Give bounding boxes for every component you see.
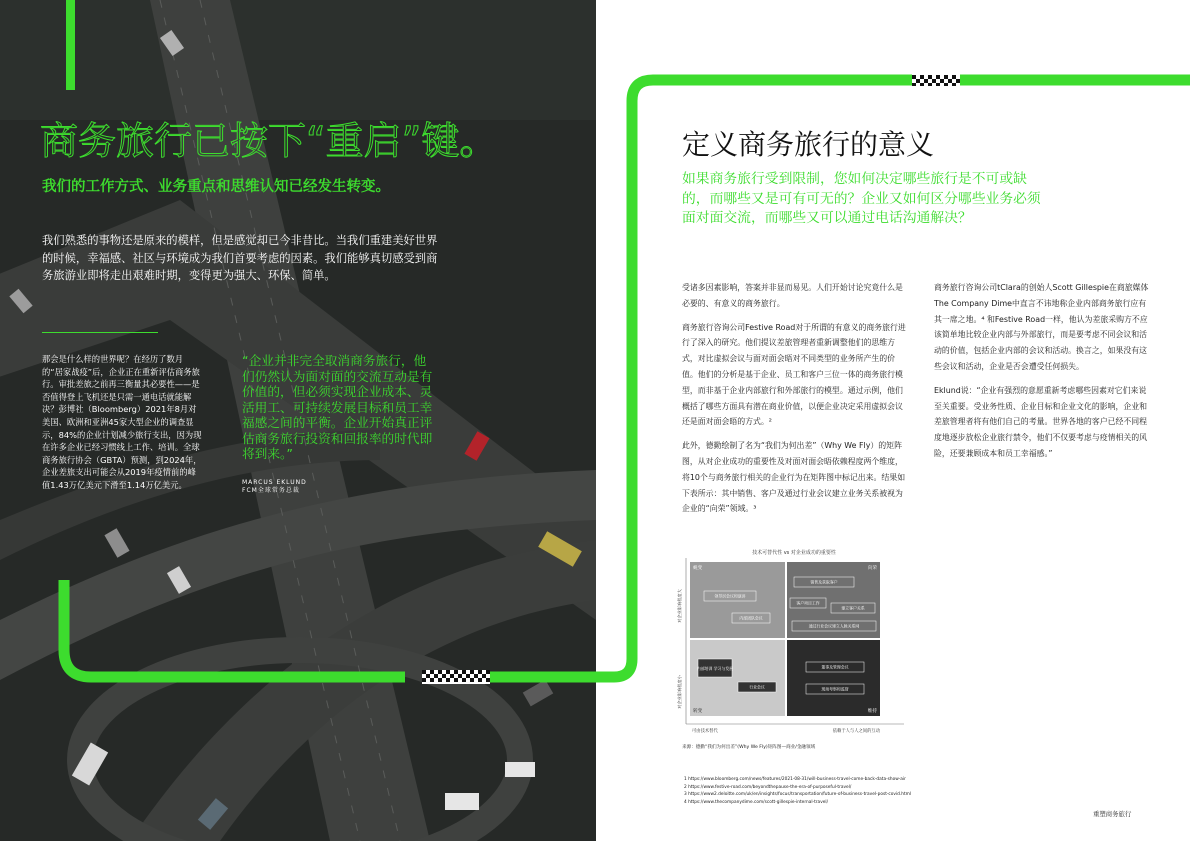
paragraph: 商务旅行咨询公司tClara的创始人Scott Gillespie在商旅媒体The Company Dime中直言不讳地称企业内部商务旅行应有其一席之地。⁴ 和Festive Road一样，他认为差旅采购方不应该简单地比较企业内部与外部旅行，而是要考虑不同会议和活动的价值，包括企业内部的会议和活动。换言之，如果没有这些会议和活动，企业是否会遭受任何损失。 xyxy=(934,283,1149,371)
matrix-item: 领导层会议和演讲 xyxy=(714,593,746,599)
green-accent-bar xyxy=(66,0,75,90)
paragraph: 商务旅行咨询公司Festive Road对于所谓的有意义的商务旅行进行了深入的研究。他们提议差旅管理者重新调整他们的思维方式，对比虚拟会议与面对面会晤对不同类型的业务所产生的价值。他们的分析是基于企业、员工和客户三位一体的商务旅行模型，而非基于企业内部旅行和外部旅行的模型。通过示例，他们概括了哪些方面具有潜在商业价值，以便企业决定采用虚拟会议还是面对面会晤的方式。² xyxy=(682,322,906,427)
matrix-item: 建立客户关系 xyxy=(841,605,865,611)
attribution-role: FCM全球常务总裁 xyxy=(242,487,300,494)
matrix-item: 客户项目工作 xyxy=(796,600,820,606)
quadrant-label: 向荣 xyxy=(867,566,877,571)
matrix-title: 技术可替代性 vs 对企业成功的重要性 xyxy=(752,550,836,556)
x-axis-left-label: 可由技术替代 xyxy=(692,729,718,734)
hero-title: 商务旅行已按下“重启”键。 xyxy=(40,119,498,163)
hero-subtitle: 我们的工作方式、业务重点和思维认知已经发生转变。 xyxy=(42,179,390,195)
page-footer: 重塑商务旅行 xyxy=(1093,810,1132,818)
footnote: 3 https://www2.deloitte.com/uk/en/insights/focus/transportation/future-of-business-travel-post-covid.html xyxy=(684,792,912,798)
paragraph: 受诸多因素影响，答案并非显而易见。人们开始讨论究竟什么是必要的、有意义的商务旅行。 xyxy=(682,283,903,308)
body-paragraph: 那会是什么样的世界呢？在经历了数月的“居家战疫”后，企业正在重新评估商务旅行。审批差旅之前再三衡量其必要性——是否值得登上飞机还是只需一通电话就能解决？彭博社（Bloomberg）2021年8月对美国、欧洲和亚洲45家大型企业的调查显示，84%的企业计划减少旅行支出，因为现在许多企业已经习惯线上工作、培训。全球商务旅行协会（GBTA）预测，到2024年，企业差旅支出可能会从2019年疫情前的峰值1.43万亿美元下滑至1.14万亿美元。 xyxy=(42,354,202,490)
text-column-2 xyxy=(934,280,1152,470)
footnote: 2 https://www.festive-road.com/beyondthepause-the-era-of-purposeful-travel/ xyxy=(684,784,852,790)
checker-pattern xyxy=(422,670,490,684)
matrix-item: 销售及获取客户 xyxy=(810,579,838,585)
matrix-item: 行业会议 xyxy=(749,684,765,690)
intro-paragraph: 我们熟悉的事物还是原来的模样，但是感觉却已今非昔比。当我们重建美好世界的时候，幸福感、社区与环境成为我们首要考虑的因素。我们能够真切感受到商务旅游业即将走出艰难时期，变得更为强大、环保、简单。 xyxy=(42,234,438,282)
attribution-name: MARCUS EKLUND xyxy=(242,479,307,486)
pull-quote: “企业并非完全取消商务旅行，他们仍然认为面对面的交流互动是有价值的，但必须实现企业成本、灵活用工、可持续发展目标和员工幸福感之间的平衡。企业开始真正评估商务旅行投资和回报率的时代即将到来。” xyxy=(242,353,433,461)
quote-attribution xyxy=(242,479,307,495)
section-subtitle: 如果商务旅行受到限制，您如何决定哪些旅行是不可或缺的，而哪些又是可有可无的？企业又如何区分哪些业务必须面对面交流，而哪些又可以通过电话沟通解决？ xyxy=(682,171,1041,226)
matrix-item: 董事及管理会议 xyxy=(821,664,849,670)
matrix-item: 现场考察和监督 xyxy=(821,686,849,692)
quadrant-label: 转变 xyxy=(693,709,703,714)
y-axis-bottom-label: 对企业影响程度小 xyxy=(677,675,682,709)
right-page xyxy=(596,0,1190,841)
matrix-caption: 来源：德勤“我们为何出差”(Why We Fly)矩阵图—商业/金融领域 xyxy=(682,745,816,750)
footnote: 4 https://www.thecompanydime.com/scott-gillespie-internal-travel/ xyxy=(684,799,829,805)
checker-pattern-top xyxy=(912,75,960,86)
quadrant-label: 蜕变 xyxy=(693,566,703,571)
footnotes xyxy=(684,776,1084,806)
paragraph: 此外，德勤绘制了名为“我们为何出差”（Why We Fly）的矩阵图，从对企业成功的重要性及对面对面会晤依赖程度两个维度，将10个与商务旅行相关的企业行为在矩阵图中标记出来。结果如下表所示：其中销售、客户及通过行业会议建立业务关系被视为企业的“向荣”领域。³ xyxy=(682,441,906,514)
paragraph: Eklund说：“企业有强烈的意愿重新考虑哪些因素对它们来说至关重要。受业务性质、企业目标和企业文化的影响，企业和差旅管理者将有他们自己的考量。世界各地的客户已经不同程度地逐步放松企业旅行禁令，他们不仅要考虑与疫情相关的风险，还要兼顾成本和员工幸福感。” xyxy=(934,385,1148,458)
footnote: 1 https://www.bloomberg.com/news/features/2021-08-31/will-business-travel-come-back-data-show-air xyxy=(684,777,906,782)
quadrant-label: 维持 xyxy=(867,709,877,714)
text-column-1 xyxy=(682,280,908,525)
why-we-fly-matrix xyxy=(674,544,910,736)
matrix-item: 内部培训 学习与发展 xyxy=(696,666,734,671)
matrix-item: 通过行业会议建立人脉关系网 xyxy=(808,623,860,629)
divider xyxy=(42,332,158,333)
matrix-item: 内部团队会议 xyxy=(739,615,763,621)
x-axis-right-label: 依赖于人与人之间的互动 xyxy=(832,729,880,734)
section-title: 定义商务旅行的意义 xyxy=(682,128,935,161)
y-axis-top-label: 对企业影响程度大 xyxy=(677,589,682,623)
